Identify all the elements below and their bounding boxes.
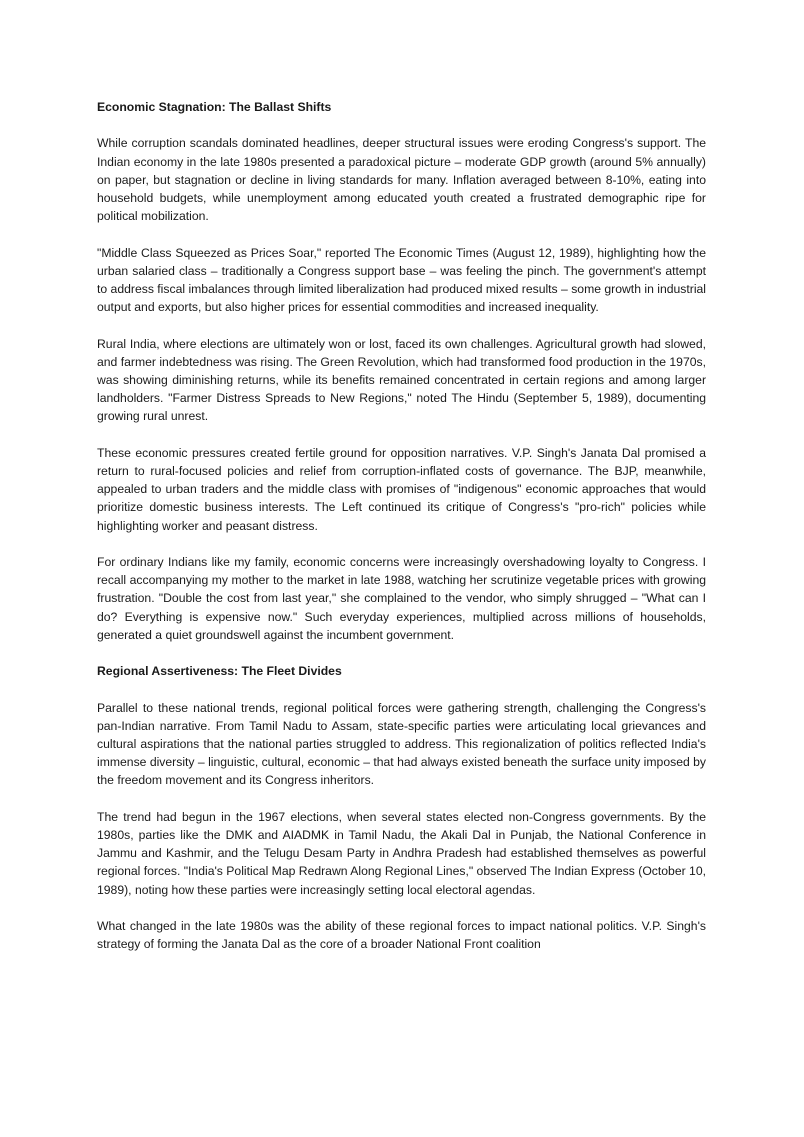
paragraph: Parallel to these national trends, regional political forces were gathering strength, challenging the Congress's pan-Indian narrative. From Tamil Nadu to Assam, state-specific parties were articulating local grievances and cultural aspirations that the national parties struggled to address. This regionalization of politics reflected India's immense diversity – linguistic, cultural, economic – that had always existed beneath the surface unity imposed by the freedom movement and its Congress inheritors. [97, 700, 707, 788]
paragraph: "Middle Class Squeezed as Prices Soar," reported The Economic Times (August 12, 1989), highlighting how the urban salaried class – traditionally a Congress support base – was feeling the pinch. The government's attempt to address fiscal imbalances through limited liberalization had produced mixed results – some growth in industrial output and exports, but also higher prices for essential commodities and increased inequality. [97, 245, 707, 315]
paragraph: These economic pressures created fertile ground for opposition narratives. V.P. Singh's Janata Dal promised a return to rural-focused policies and relief from corruption-inflated costs of governance. The BJP, meanwhile, appealed to urban traders and the middle class with promises of "indigenous" economic approaches that would prioritize domestic business interests. The Left continued its critique of Congress's "pro-rich" policies while highlighting worker and peasant distress. [97, 445, 706, 533]
paragraph: What changed in the late 1980s was the ability of these regional forces to impact national politics. V.P. Singh's strategy of forming the Janata Dal as the core of a broader National Front coalition [97, 919, 706, 952]
document-page [97, 98, 706, 972]
paragraph: The trend had begun in the 1967 elections, when several states elected non-Congress governments. By the 1980s, parties like the DMK and AIADMK in Tamil Nadu, the Akali Dal in Punjab, the National Conference in Jammu and Kashmir, and the Telugu Desam Party in Andhra Pradesh had established themselves as powerful regional forces. "India's Political Map Redrawn Along Regional Lines," observed The Indian Express (October 10, 1989), noting how these parties were increasingly setting local electoral agendas. [97, 809, 706, 897]
paragraph: While corruption scandals dominated headlines, deeper structural issues were eroding Congress's support. The Indian economy in the late 1980s presented a paradoxical picture – moderate GDP growth (around 5% annually) on paper, but stagnation or decline in living standards for many. Inflation averaged between 8-10%, eating into household budgets, while unemployment among educated youth created a frustrated demographic ripe for political mobilization. [97, 136, 706, 224]
paragraph: For ordinary Indians like my family, economic concerns were increasingly overshadowing loyalty to Congress. I recall accompanying my mother to the market in late 1988, watching her scrutinize vegetable prices with growing frustration. "Double the cost from last year," she complained to the vendor, who simply shrugged – "What can I do? Everything is expensive now." Such everyday experiences, multiplied across millions of households, generated a quiet groundswell against the incumbent government. [97, 555, 706, 642]
paragraph: Rural India, where elections are ultimately won or lost, faced its own challenges. Agricultural growth had slowed, and farmer indebtedness was rising. The Green Revolution, which had transformed food production in the 1970s, was showing diminishing returns, while its benefits remained concentrated in certain regions and among larger landholders. "Farmer Distress Spreads to New Regions," noted The Hindu (September 5, 1989), documenting growing rural unrest. [97, 336, 706, 424]
section-heading-regional-assertiveness: Regional Assertiveness: The Fleet Divides [97, 664, 342, 679]
section-heading-economic-stagnation: Economic Stagnation: The Ballast Shifts [97, 100, 332, 114]
